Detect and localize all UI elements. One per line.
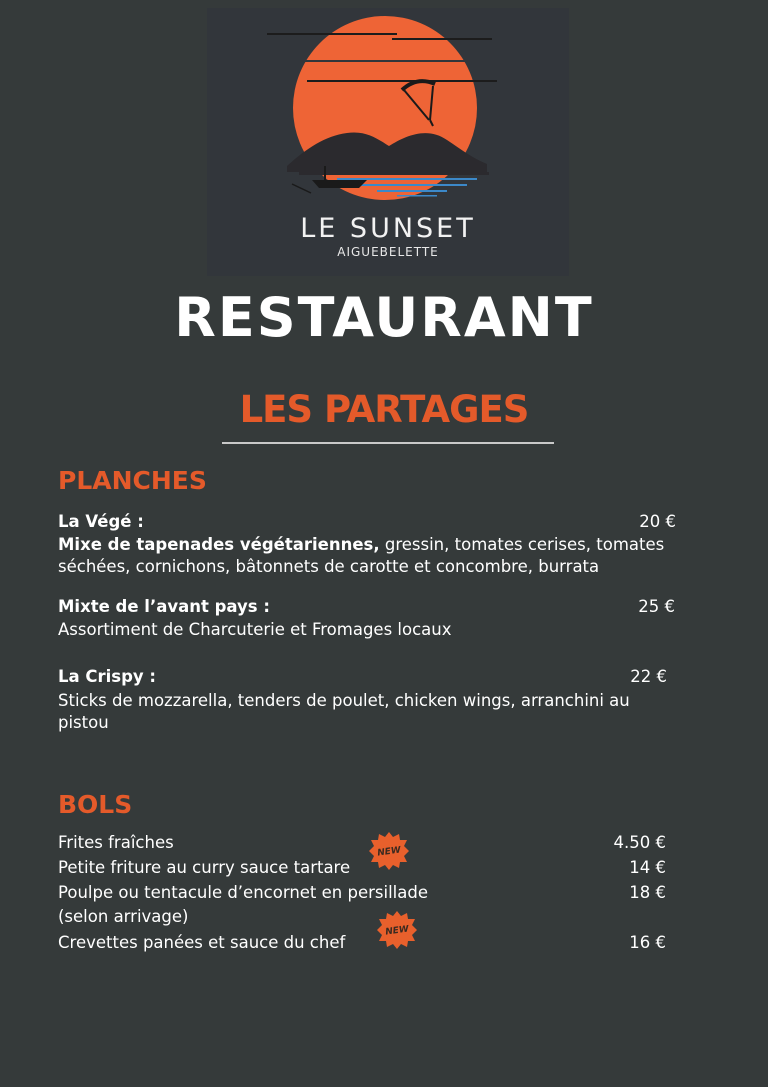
list-item-note: (selon arrivage) [58, 907, 189, 926]
list-item: Frites fraîches [58, 833, 174, 852]
item-name: Mixte de l’avant pays : [58, 597, 270, 616]
brand-name: LE SUNSET [300, 213, 476, 244]
item-description [58, 534, 678, 578]
new-badge-label: NEW [376, 845, 402, 859]
item-price: 22 € [630, 667, 667, 686]
category-planches-title: PLANCHES [58, 466, 207, 495]
item-name: La Crispy : [58, 667, 157, 686]
new-badge-label: NEW [384, 924, 410, 938]
list-item: Petite friture au curry sauce tartare [58, 858, 351, 877]
new-badge-icon [369, 831, 409, 871]
item-description-text: gressin, tomates cerises, tomates séchées, cornichons, bâtonnets de carotte et concombre, burrata [58, 535, 665, 576]
item-price: 25 € [638, 597, 675, 616]
item-price: 20 € [639, 512, 676, 531]
section-title: LES PARTAGES [239, 388, 529, 431]
brand-location: AIGUEBELETTE [337, 245, 439, 259]
item-description-text: Assortiment de Charcuterie et Fromages locaux [58, 620, 452, 639]
list-item: Poulpe ou tentacule d’encornet en persillade [58, 883, 428, 902]
category-bols-title: BOLS [58, 790, 133, 819]
item-description [58, 619, 678, 641]
item-description [58, 690, 673, 734]
item-price: 16 € [629, 933, 666, 952]
divider [222, 442, 554, 444]
item-price: 18 € [629, 883, 666, 902]
page-title: RESTAURANT [174, 286, 594, 349]
item-price: 14 € [629, 858, 666, 877]
item-price: 4.50 € [613, 833, 666, 852]
logo [207, 8, 569, 276]
item-description-text: Sticks de mozzarella, tenders de poulet, chicken wings, arranchini au pistou [58, 691, 630, 732]
item-description-bold: Mixe de tapenades végétariennes, [58, 535, 380, 554]
boat-icon [312, 180, 367, 188]
item-name: La Végé : [58, 512, 144, 531]
list-item: Crevettes panées et sauce du chef [58, 933, 346, 952]
new-badge-icon [377, 910, 417, 950]
